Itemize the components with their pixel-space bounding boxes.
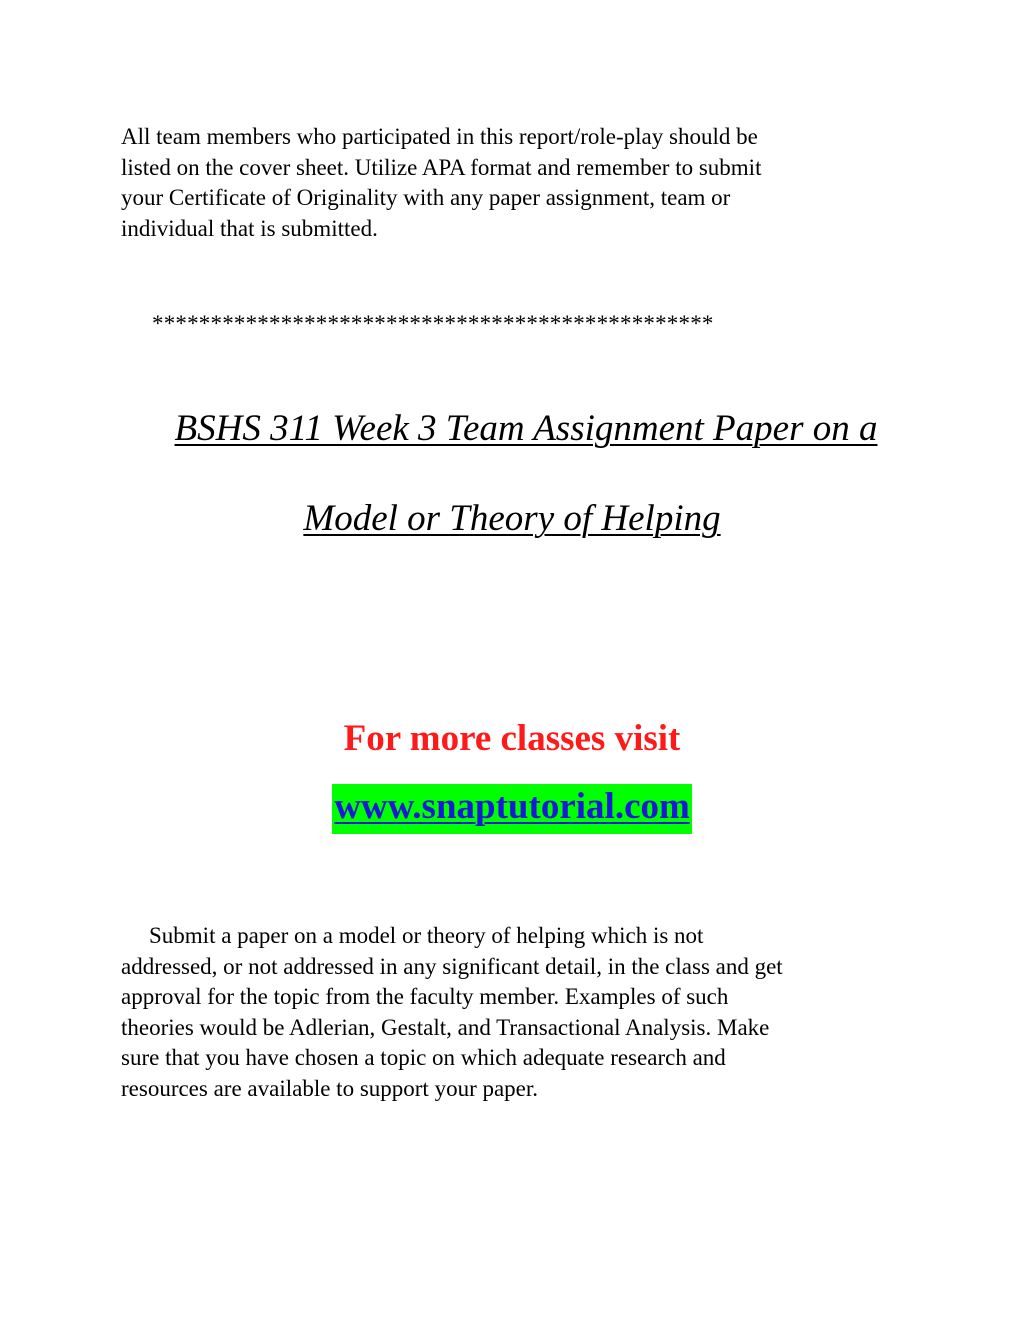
body-line: Submit a paper on a model or theory of helping which is not xyxy=(149,923,704,948)
body-line: sure that you have chosen a topic on which adequate research and xyxy=(121,1045,726,1070)
title-text-2: Model or Theory of Helping xyxy=(303,498,721,539)
intro-line: your Certificate of Originality with any paper assignment, team or xyxy=(121,185,731,210)
document-title-line-2 xyxy=(0,497,1024,540)
assignment-description xyxy=(121,921,783,1104)
intro-line: All team members who participated in this report/role-play should be xyxy=(121,124,758,149)
promo-heading: For more classes visit xyxy=(343,718,681,759)
body-line: resources are available to support your paper. xyxy=(121,1075,539,1101)
body-line: theories would be Adlerian, Gestalt, and Transactional Analysis. Make xyxy=(121,1014,770,1040)
body-line: addressed, or not addressed in any significant detail, in the class and get xyxy=(121,953,783,979)
website-link[interactable]: www.snaptutorial.com xyxy=(332,784,692,834)
promo-link-row xyxy=(0,784,1024,834)
intro-line: listed on the cover sheet. Utilize APA format and remember to submit xyxy=(121,154,762,180)
document-title-line-1 xyxy=(0,407,1024,450)
intro-line: individual that is submitted. xyxy=(121,215,378,241)
body-line: approval for the topic from the faculty member. Examples of such xyxy=(121,984,729,1009)
asterisk-separator: ************************************************ xyxy=(152,311,714,336)
title-text-1: BSHS 311 Week 3 Team Assignment Paper on a xyxy=(174,408,878,449)
intro-paragraph xyxy=(121,122,761,244)
